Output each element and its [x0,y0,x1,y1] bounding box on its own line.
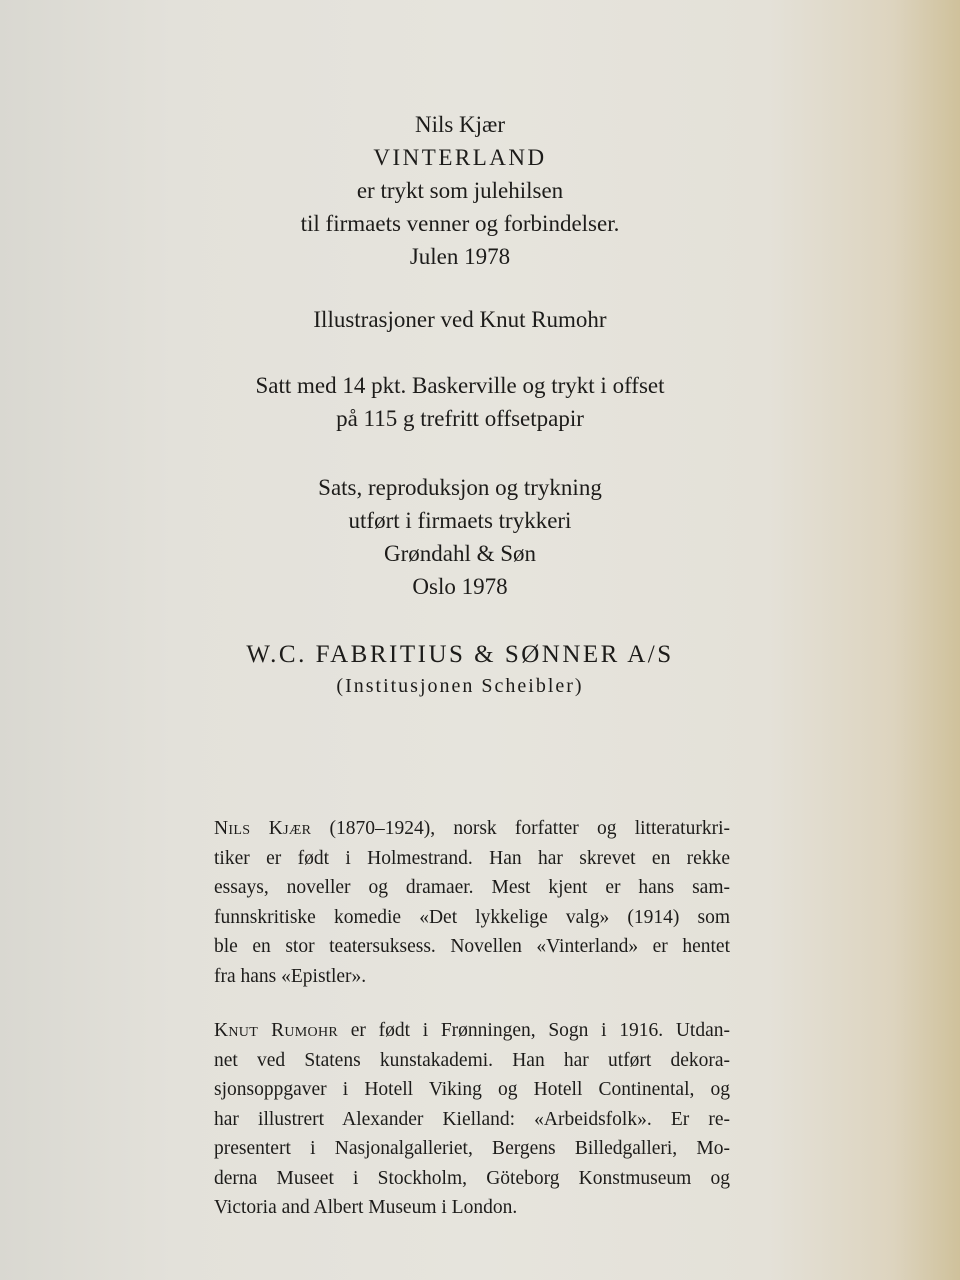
colophon-typeset-2: på 115 g trefritt offsetpapir [336,406,584,431]
colophon-publisher: W.C. FABRITIUS & SØNNER A/S [246,641,674,668]
bio-line: fra hans «Epistler». [214,965,367,987]
bio-line: funnskritiske komedie «Det lykkelige valg» (1914) som [214,906,730,928]
colophon-typeset-1: Satt med 14 pkt. Baskerville og trykt i offset [255,373,665,398]
bio-knut-rumohr [214,1016,730,1223]
bio-line: presentert i Nasjonalgalleriet, Bergens Billedgalleri, Mo- [214,1138,730,1159]
bio-line: Knut Rumohr er født i Frønningen, Sogn i 1916. Utdan- [214,1020,730,1041]
bio-nils-kjaer [214,814,730,991]
colophon-line-4: til firmaets venner og forbindelser. [300,211,620,236]
colophon-production-2: utført i firmaets trykkeri [348,508,572,533]
bio-line: ble en stor teatersuksess. Novellen «Vinterland» er hentet [214,936,730,957]
bio-name: Nils Kjær [214,818,312,839]
bio-name: Knut Rumohr [214,1020,338,1041]
colophon-illustrations: Illustrasjoner ved Knut Rumohr [313,307,607,332]
colophon-author: Nils Kjær [414,112,506,137]
bio-line: Nils Kjær (1870–1924), norsk forfatter og litteraturkri- [214,818,730,839]
colophon-title: VINTERLAND [373,145,547,170]
colophon-line-5: Julen 1978 [409,244,511,269]
bio-line: Victoria and Albert Museum i London. [214,1197,518,1218]
bio-line: har illustrert Alexander Kielland: «Arbeidsfolk». Er re- [214,1108,730,1130]
colophon [0,108,920,701]
colophon-production-1: Sats, reproduksjon og trykning [318,475,602,500]
bio-line: derna Museet i Stockholm, Göteborg Konstmuseum og [214,1167,730,1189]
bio-line: sjonsoppgaver i Hotell Viking og Hotell Continental, og [214,1079,730,1100]
bio-line: tiker er født i Holmestrand. Han har skrevet en rekke [214,847,730,869]
colophon-production-3: Grøndahl & Søn [383,541,537,566]
colophon-publisher-sub: (Institusjonen Scheibler) [336,675,584,697]
colophon-production-4: Oslo 1978 [412,574,508,599]
colophon-line-3: er trykt som julehilsen [356,178,564,203]
bio-line: essays, noveller og dramaer. Mest kjent er hans sam- [214,877,730,898]
bio-line: net ved Statens kunstakademi. Han har utført dekora- [214,1049,730,1071]
